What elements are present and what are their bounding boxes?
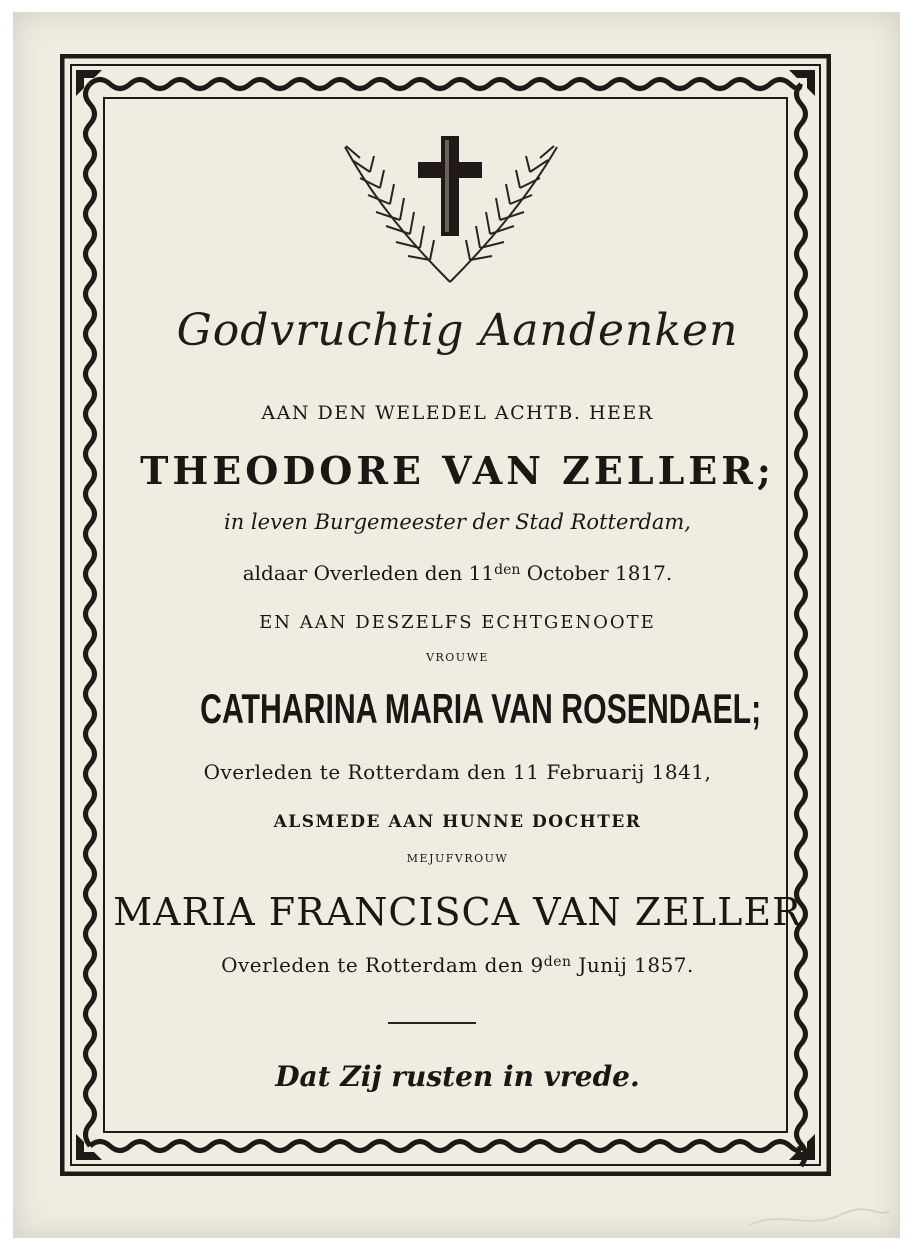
closing-line: Dat Zij rusten in vrede. [275, 1060, 640, 1093]
death-line-2: Overleden te Rotterdam den 11 Februarij 1841, [203, 760, 712, 784]
title-vrouwe: VROUWE [426, 651, 489, 664]
dedication-heer: AAN DEN WELEDEL ACHTB. HEER [261, 402, 654, 424]
daughter-intro: ALSMEDE AAN HUNNE DOCHTER [273, 812, 642, 832]
name-maria: MARIA FRANCISCA VAN ZELLER [113, 890, 802, 934]
office-line: in leven Burgemeester der Stad Rotterdam, [224, 510, 691, 534]
divider [388, 1022, 476, 1024]
title-mejufvrouw: MEJUFVROUW [406, 852, 509, 865]
name-theodore: THEODORE VAN ZELLER; [140, 448, 775, 493]
spouse-intro: EN AAN DESZELFS ECHTGENOOTE [259, 612, 656, 633]
death-line-1: aldaar Overleden den $11^{den}$ October 1817. [242, 561, 673, 585]
death-line-3: Overleden te Rotterdam den $9^{den}$ Junij 1857. [221, 953, 694, 977]
card-title: Godvruchtig Aandenken [176, 305, 739, 356]
name-catharina: CATHARINA MARIA VAN ROSENDAEL; [200, 685, 762, 732]
